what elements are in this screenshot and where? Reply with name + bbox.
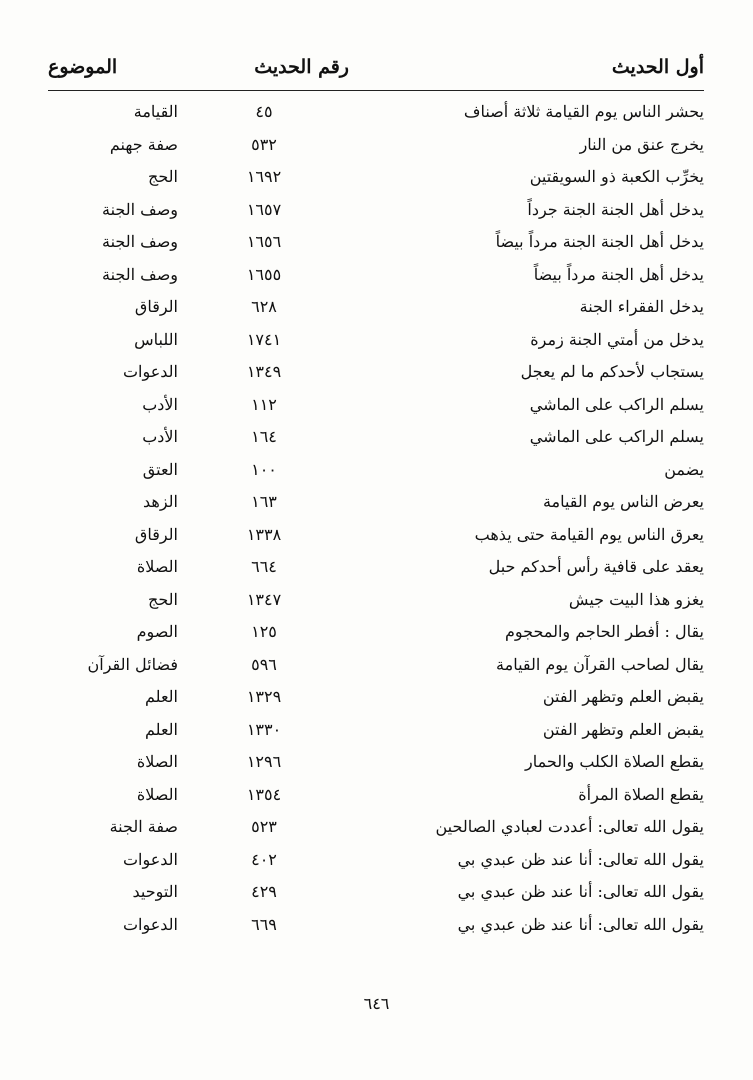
hadith-number: ٦٦٤	[251, 557, 277, 576]
hadith-beginning: يسلم الراكب على الماشي	[529, 394, 704, 414]
hadith-number: ١٢٩٦	[246, 752, 282, 771]
hadith-number: ١٦٩٢	[246, 167, 282, 186]
hadith-topic: العلم	[145, 687, 178, 706]
hadith-number: ٥٣٢	[251, 134, 277, 154]
hadith-number: ١٢٥	[251, 622, 277, 641]
hadith-topic: التوحيد	[132, 882, 178, 901]
hadith-topic: الصلاة	[136, 752, 178, 771]
hadith-topic: الدعوات	[122, 362, 178, 381]
hadith-topic: الدعوات	[122, 914, 178, 934]
hadith-number: ٤٢٩	[251, 882, 277, 901]
table-row	[48, 779, 704, 812]
table-row	[48, 844, 704, 877]
hadith-beginning: يغزو هذا البيت جيش	[568, 589, 704, 609]
page-number: ٦٤٦	[363, 994, 390, 1013]
table-row	[48, 616, 704, 649]
table-row	[48, 421, 704, 454]
hadith-topic: الرقاق	[134, 297, 178, 316]
table-row	[48, 389, 704, 422]
hadith-beginning: يخرج عنق من النار	[579, 134, 704, 154]
hadith-beginning: يعرق الناس يوم القيامة حتى يذهب	[474, 524, 704, 544]
table-row	[48, 454, 704, 487]
hadith-topic: العتق	[142, 459, 178, 479]
hadith-number: ٤٥	[255, 102, 273, 121]
hadith-beginning: يعرض الناس يوم القيامة	[542, 492, 704, 511]
hadith-topic: وصف الجنة	[101, 232, 178, 251]
hadith-beginning: يقول الله تعالى: أنا عند ظن عبدي بي	[457, 849, 704, 869]
hadith-beginning: يقطع الصلاة المرأة	[578, 784, 704, 804]
table-row	[48, 356, 704, 389]
hadith-beginning: يسلم الراكب على الماشي	[529, 427, 704, 446]
hadith-topic: وصف الجنة	[101, 264, 178, 284]
hadith-number: ٦٢٨	[251, 297, 277, 316]
hadith-number: ١٣٤٧	[246, 589, 282, 609]
hadith-topic: القيامة	[133, 102, 178, 121]
hadith-topic: العلم	[145, 719, 178, 739]
table-row	[48, 291, 704, 324]
hadith-beginning: يدخل أهل الجنة الجنة جرداً	[527, 199, 704, 219]
table-row	[48, 551, 704, 584]
hadith-beginning: يدخل من أمتي الجنة زمرة	[530, 329, 704, 349]
hadith-beginning: يقول الله تعالى: أعددت لعبادي الصالحين	[435, 817, 704, 836]
table-row	[48, 746, 704, 779]
hadith-number: ١٦٥٧	[246, 199, 282, 219]
hadith-number: ١٣٢٩	[246, 687, 282, 706]
table-row	[48, 681, 704, 714]
hadith-beginning: يقطع الصلاة الكلب والحمار	[525, 752, 704, 771]
hadith-beginning: يضمن	[664, 459, 704, 479]
hadith-topic: اللباس	[134, 329, 178, 349]
hadith-topic: الصوم	[136, 622, 178, 641]
hadith-topic: الرقاق	[134, 524, 178, 544]
hadith-beginning: يخرِّب الكعبة ذو السويقتين	[529, 167, 704, 186]
hadith-topic: صفة الجنة	[109, 817, 178, 836]
hadith-number: ١٦٤	[251, 427, 277, 446]
hadith-topic: الدعوات	[122, 849, 178, 869]
hadith-topic: الأدب	[142, 394, 178, 414]
table-row	[48, 811, 704, 844]
hadith-topic: الأدب	[142, 427, 178, 446]
table-row	[48, 129, 704, 162]
hadith-beginning: يقبض العلم وتظهر الفتن	[542, 719, 704, 739]
table-row	[48, 649, 704, 682]
hadith-topic: الزهد	[143, 492, 178, 511]
hadith-number: ١٧٤١	[246, 329, 282, 349]
table-row	[48, 96, 704, 129]
hadith-beginning: يعقد على قافية رأس أحدكم حبل	[488, 557, 704, 576]
hadith-number: ١٣٣٨	[246, 524, 282, 544]
hadith-beginning: يدخل أهل الجنة الجنة مرداً بيضاً	[495, 232, 704, 251]
table-row	[48, 194, 704, 227]
table-row	[48, 714, 704, 747]
hadith-number: ١٣٤٩	[246, 362, 282, 381]
hadith-number: ٤٠٢	[251, 849, 277, 869]
table-row	[48, 584, 704, 617]
header-topic: الموضوع	[48, 56, 118, 78]
hadith-number: ١٦٣	[251, 492, 277, 511]
table-header	[48, 56, 704, 92]
hadith-topic: الصلاة	[136, 557, 178, 576]
hadith-number: ١٦٥٥	[246, 264, 282, 284]
table-row	[48, 909, 704, 942]
hadith-topic: الحج	[148, 167, 178, 186]
hadith-number: ٥٢٣	[251, 817, 277, 836]
header-hadith-beginning: أول الحديث	[611, 56, 704, 78]
hadith-beginning: يستجاب لأحدكم ما لم يعجل	[520, 362, 704, 381]
hadith-number: ١٣٥٤	[246, 784, 282, 804]
header-hadith-number: رقم الحديث	[254, 56, 349, 78]
hadith-topic: فضائل القرآن	[87, 654, 178, 674]
table-row	[48, 876, 704, 909]
hadith-beginning: يقول الله تعالى: أنا عند ظن عبدي بي	[457, 882, 704, 901]
hadith-beginning: يدخل أهل الجنة مرداً بيضاً	[533, 264, 704, 284]
hadith-beginning: يقال لصاحب القرآن يوم القيامة	[496, 654, 704, 674]
hadith-topic: الصلاة	[136, 784, 178, 804]
header-divider	[48, 90, 704, 91]
hadith-number: ١٠٠	[251, 459, 277, 479]
hadith-beginning: يقال : أفطر الحاجم والمحجوم	[504, 622, 704, 641]
hadith-index-table	[48, 96, 704, 941]
hadith-topic: الحج	[148, 589, 178, 609]
hadith-number: ٦٦٩	[251, 914, 277, 934]
hadith-number: ١٦٥٦	[246, 232, 282, 251]
table-row	[48, 324, 704, 357]
hadith-topic: وصف الجنة	[101, 199, 178, 219]
hadith-beginning: يحشر الناس يوم القيامة ثلاثة أصناف	[463, 102, 704, 121]
table-row	[48, 161, 704, 194]
hadith-beginning: يدخل الفقراء الجنة	[579, 297, 704, 316]
table-row	[48, 486, 704, 519]
table-row	[48, 226, 704, 259]
hadith-beginning: يقول الله تعالى: أنا عند ظن عبدي بي	[457, 914, 704, 934]
table-row	[48, 519, 704, 552]
hadith-topic: صفة جهنم	[109, 134, 178, 154]
hadith-number: ١١٢	[251, 394, 277, 414]
hadith-beginning: يقبض العلم وتظهر الفتن	[542, 687, 704, 706]
hadith-number: ١٣٣٠	[246, 719, 282, 739]
hadith-number: ٥٩٦	[251, 654, 277, 674]
table-row	[48, 259, 704, 292]
